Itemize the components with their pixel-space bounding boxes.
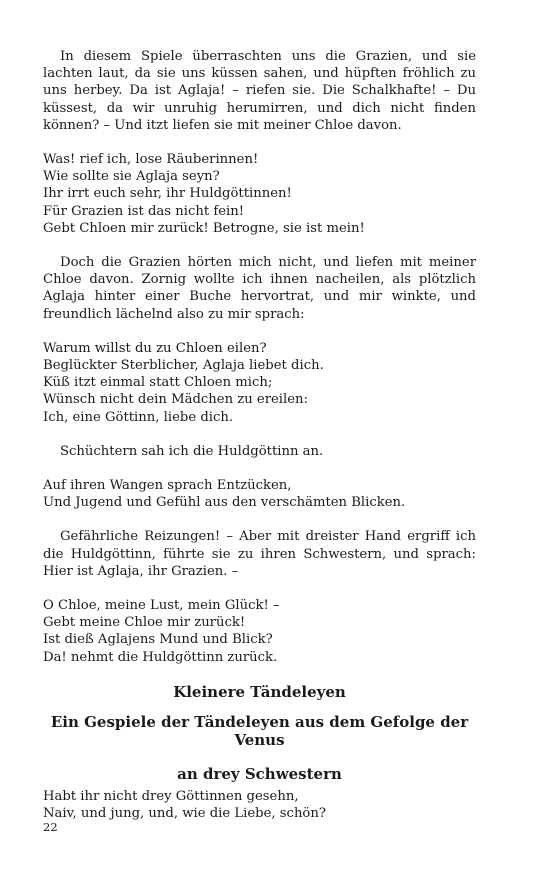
verse-line: Für Grazien ist das nicht fein! xyxy=(43,203,245,219)
section-title: Kleinere Tändeleyen xyxy=(173,682,346,701)
verse-line: Gebt Chloen mir zurück! Betrogne, sie ist mein! xyxy=(43,220,365,236)
verse-line: O Chloe, meine Lust, mein Glück! – xyxy=(43,598,280,614)
paragraph-2: Doch die Grazien hörten mich nicht, und liefen mit meiner Chloe davon. Zornig wollte ich ihnen nacheilen, als plötzlich Aglaja hinter einer Buche hervortrat, und mir winkte, und freundlich lächelnd also zu mir sprach: xyxy=(43,255,476,322)
paragraph-1: In diesem Spiele überraschten uns die Grazien, und sie lachten laut, da sie uns küssen sahen, und hüpften fröhlich zu uns herbey. Da ist Aglaja! – riefen sie. Die Schalkhafte! – Du küssest, da wir unruhig herumirren, und dich nicht finden können? – Und itzt liefen sie mit meiner Chloe davon. xyxy=(43,49,476,133)
verse-line: Da! nehmt die Huldgöttinn zurück. xyxy=(43,649,278,665)
verse-line: Gebt meine Chloe mir zurück! xyxy=(43,615,246,631)
poem-title-line-1: Ein Gespiele der Tändeleyen aus dem Gefolge der Venus xyxy=(50,712,469,749)
verse-5 xyxy=(43,788,476,822)
paragraph-3: Schüchtern sah ich die Huldgöttinn an. xyxy=(60,443,324,459)
verse-4 xyxy=(43,597,476,666)
verse-line: Auf ihren Wangen sprach Entzücken, xyxy=(43,478,292,494)
verse-3 xyxy=(43,477,476,511)
verse-line: Ich, eine Göttinn, liebe dich. xyxy=(43,409,234,425)
verse-line: Naiv, und jung, und, wie die Liebe, schön? xyxy=(43,806,326,822)
verse-line: Und Jugend und Gefühl aus den verschämten Blicken. xyxy=(43,495,406,511)
verse-line: Ihr irrt euch sehr, ihr Huldgöttinnen! xyxy=(43,186,292,202)
verse-1 xyxy=(43,151,476,237)
poem-title-line-2: an drey Schwestern xyxy=(177,764,342,783)
verse-line: Wünsch nicht dein Mädchen zu ereilen: xyxy=(43,392,308,408)
verse-line: Ist dieß Aglajens Mund und Blick? xyxy=(43,632,273,648)
verse-line: Küß itzt einmal statt Chloen mich; xyxy=(43,375,273,391)
verse-line: Habt ihr nicht drey Göttinnen gesehn, xyxy=(43,788,299,804)
verse-line: Wie sollte sie Aglaja seyn? xyxy=(43,169,220,185)
page-body xyxy=(43,48,476,822)
verse-line: Was! rief ich, lose Räuberinnen! xyxy=(43,152,259,168)
page-number: 22 xyxy=(43,820,58,834)
verse-2 xyxy=(43,340,476,426)
paragraph-4: Gefährliche Reizungen! – Aber mit dreister Hand ergriff ich die Huldgöttinn, führte sie zu ihren Schwestern, und sprach: Hier ist Aglaja, ihr Grazien. – xyxy=(43,529,476,579)
verse-line: Beglückter Sterblicher, Aglaja liebet dich. xyxy=(43,358,324,374)
verse-line: Warum willst du zu Chloen eilen? xyxy=(43,340,267,356)
